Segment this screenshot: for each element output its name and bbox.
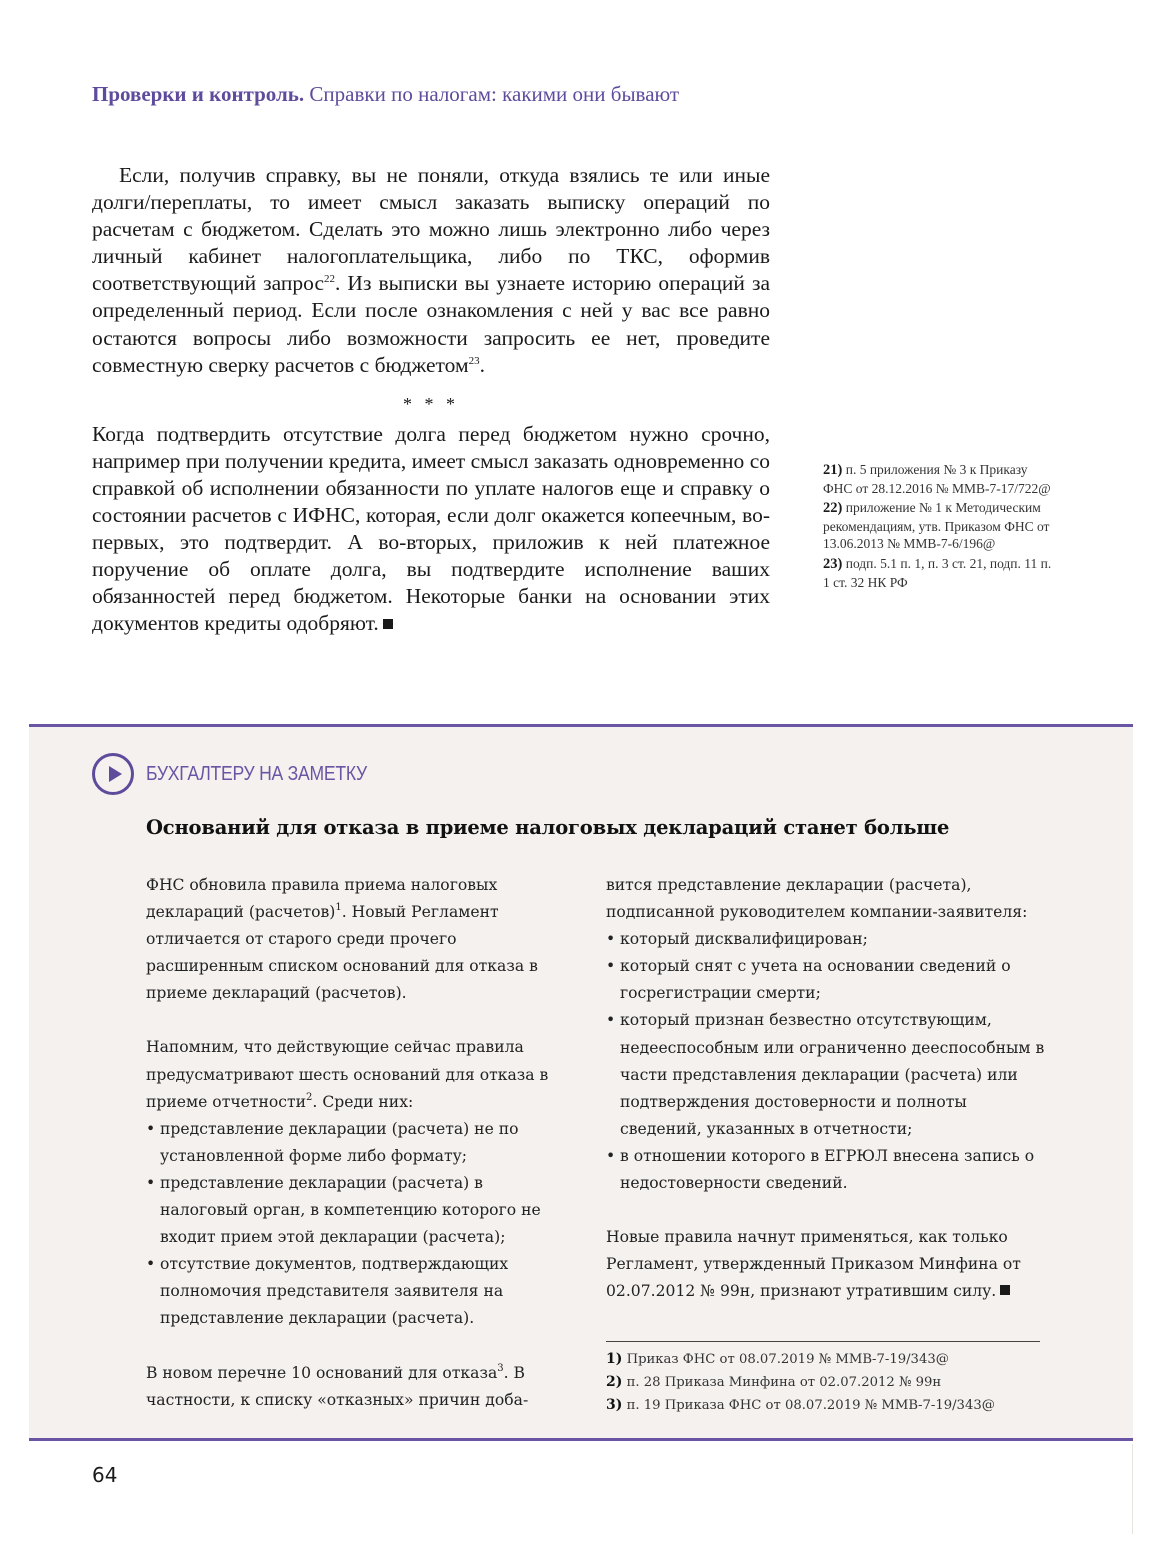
- callout-paragraph: Напомним, что действующие сейчас правила предусматривают шесть оснований для отказа в приеме отчетности$^2$. Среди них:: [146, 1038, 549, 1111]
- footnote-ref-3[interactable]: 3: [497, 1362, 504, 1374]
- article-title: Справки по налогам: какими они бывают: [309, 82, 680, 106]
- list-item: • отсутствие документов, подтверждающих полномочия представителя заявителя на представление декларации (расчета).: [146, 1251, 576, 1332]
- sidenote-23: 23) подп. 5.1 п. 1, п. 3 ст. 21, подп. 11 п. 1 ст. 32 НК РФ: [823, 555, 1052, 590]
- page-edge-divider: [1132, 1444, 1133, 1534]
- sidenotes: [823, 461, 1053, 593]
- sidenote-22: 22) приложение № 1 к Методическим рекомендациям, утв. Приказом ФНС от 13.06.2013 № ММВ-7-6/196@: [823, 500, 1050, 552]
- callout-paragraph: ФНС обновила правила приема налоговых деклараций (расчетов)$^1$. Новый Регламент отличается от старого среди прочего расширенным списком оснований для отказа в приеме деклараций (расчетов).: [146, 876, 538, 1003]
- footnote-3: 3) п. 19 Приказа ФНС от 08.07.2019 № ММВ-7-19/343@: [606, 1397, 995, 1414]
- footnote-divider: [606, 1341, 1040, 1342]
- main-article-text: [92, 162, 770, 638]
- list-item: • в отношении которого в ЕГРЮЛ внесена запись о недостоверности сведений.: [606, 1143, 1046, 1197]
- section-separator: * * *: [403, 393, 459, 414]
- callout-title: Оснований для отказа в приеме налоговых деклараций станет больше: [146, 816, 950, 839]
- end-of-article-mark-icon: [383, 619, 393, 629]
- footnote-2: 2) п. 28 Приказа Минфина от 02.07.2012 № 99н: [606, 1374, 942, 1391]
- list-item: • который дисквалифицирован;: [606, 926, 1046, 953]
- footnote-ref-2[interactable]: 2: [306, 1091, 313, 1103]
- callout-paragraph: В новом перечне 10 оснований для отказа$^3$. В частности, к списку «отказных» причин доба-: [146, 1362, 529, 1409]
- accountant-note-callout: [29, 724, 1133, 1441]
- footnote-1: 1) Приказ ФНС от 08.07.2019 № ММВ-7-19/343@: [606, 1351, 949, 1368]
- section-title: Проверки и контроль.: [92, 82, 305, 106]
- callout-header: [92, 753, 397, 795]
- play-circle-icon: [92, 753, 134, 795]
- running-head: [92, 82, 679, 107]
- end-of-article-mark-icon: [1000, 1285, 1010, 1295]
- footnote-ref-22[interactable]: 22: [324, 273, 335, 286]
- callout-paragraph: Новые правила начнут применяться, как только Регламент, утвержденный Приказом Минфина от 02.07.2012 № 99н, признают утратившим силу.: [606, 1228, 1021, 1301]
- callout-column-left: [146, 872, 576, 1414]
- list-item: • представление декларации (расчета) не по установленной форме либо формату;: [146, 1116, 576, 1170]
- page-number: 64: [92, 1463, 118, 1487]
- footnote-ref-23[interactable]: 23: [468, 354, 480, 367]
- callout-paragraph: вится представление декларации (расчета), подписанной руководителем компании-заявителя:: [606, 876, 1028, 922]
- callout-label: БУХГАЛТЕРУ НА ЗАМЕТКУ: [146, 762, 367, 785]
- main-paragraph-1: Если, получив справку, вы не поняли, откуда взялись те или иные долги/переплаты, то имеет смысл заказать выписку операций по расчетам с бюджетом. Сделать это можно лишь электронно либо через личный кабинет налогоплательщика, либо по ТКС, оформив соответствующий запрос$^{22}$. Из выписки вы узнаете историю операций за определенный период. Если после ознакомления с ней у вас все равно остаются вопросы либо возможности запросить ее нет, проведите совместную сверку расчетов с бюджетом$^{23}$.: [92, 163, 770, 377]
- list-item: • представление декларации (расчета) в налоговый орган, в компетенцию которого не входит прием этой декларации (расчета);: [146, 1170, 576, 1251]
- list-item: • который снят с учета на основании сведений о госрегистрации смерти;: [606, 953, 1046, 1007]
- sidenote-21: 21) п. 5 приложения № 3 к Приказу ФНС от 28.12.2016 № ММВ-7-17/722@: [823, 462, 1051, 496]
- callout-column-right: [606, 872, 1046, 1417]
- main-paragraph-2: Когда подтвердить отсутствие долга перед бюджетом нужно срочно, например при получении кредита, имеет смысл заказать одновременно со справкой об исполнении обязанности по уплате налогов еще и справку о состоянии расчетов с ИФНС, которая, если долг окажется копеечным, во-первых, это подтвердит. А во-вторых, приложив к ней платежное поручение об оплате долга, вы подтвердите исполнение ваших обязанностей перед бюджетом. Некоторые банки на основании этих документов кредиты одобряют.: [92, 421, 770, 636]
- list-item: • который признан безвестно отсутствующим, недееспособным или ограниченно дееспособным в части представления декларации (расчета) или подтверждения достоверности и полноты сведений, указанных в отчетности;: [606, 1007, 1046, 1142]
- footnote-ref-1[interactable]: 1: [335, 902, 342, 914]
- callout-footnotes: [606, 1348, 1046, 1417]
